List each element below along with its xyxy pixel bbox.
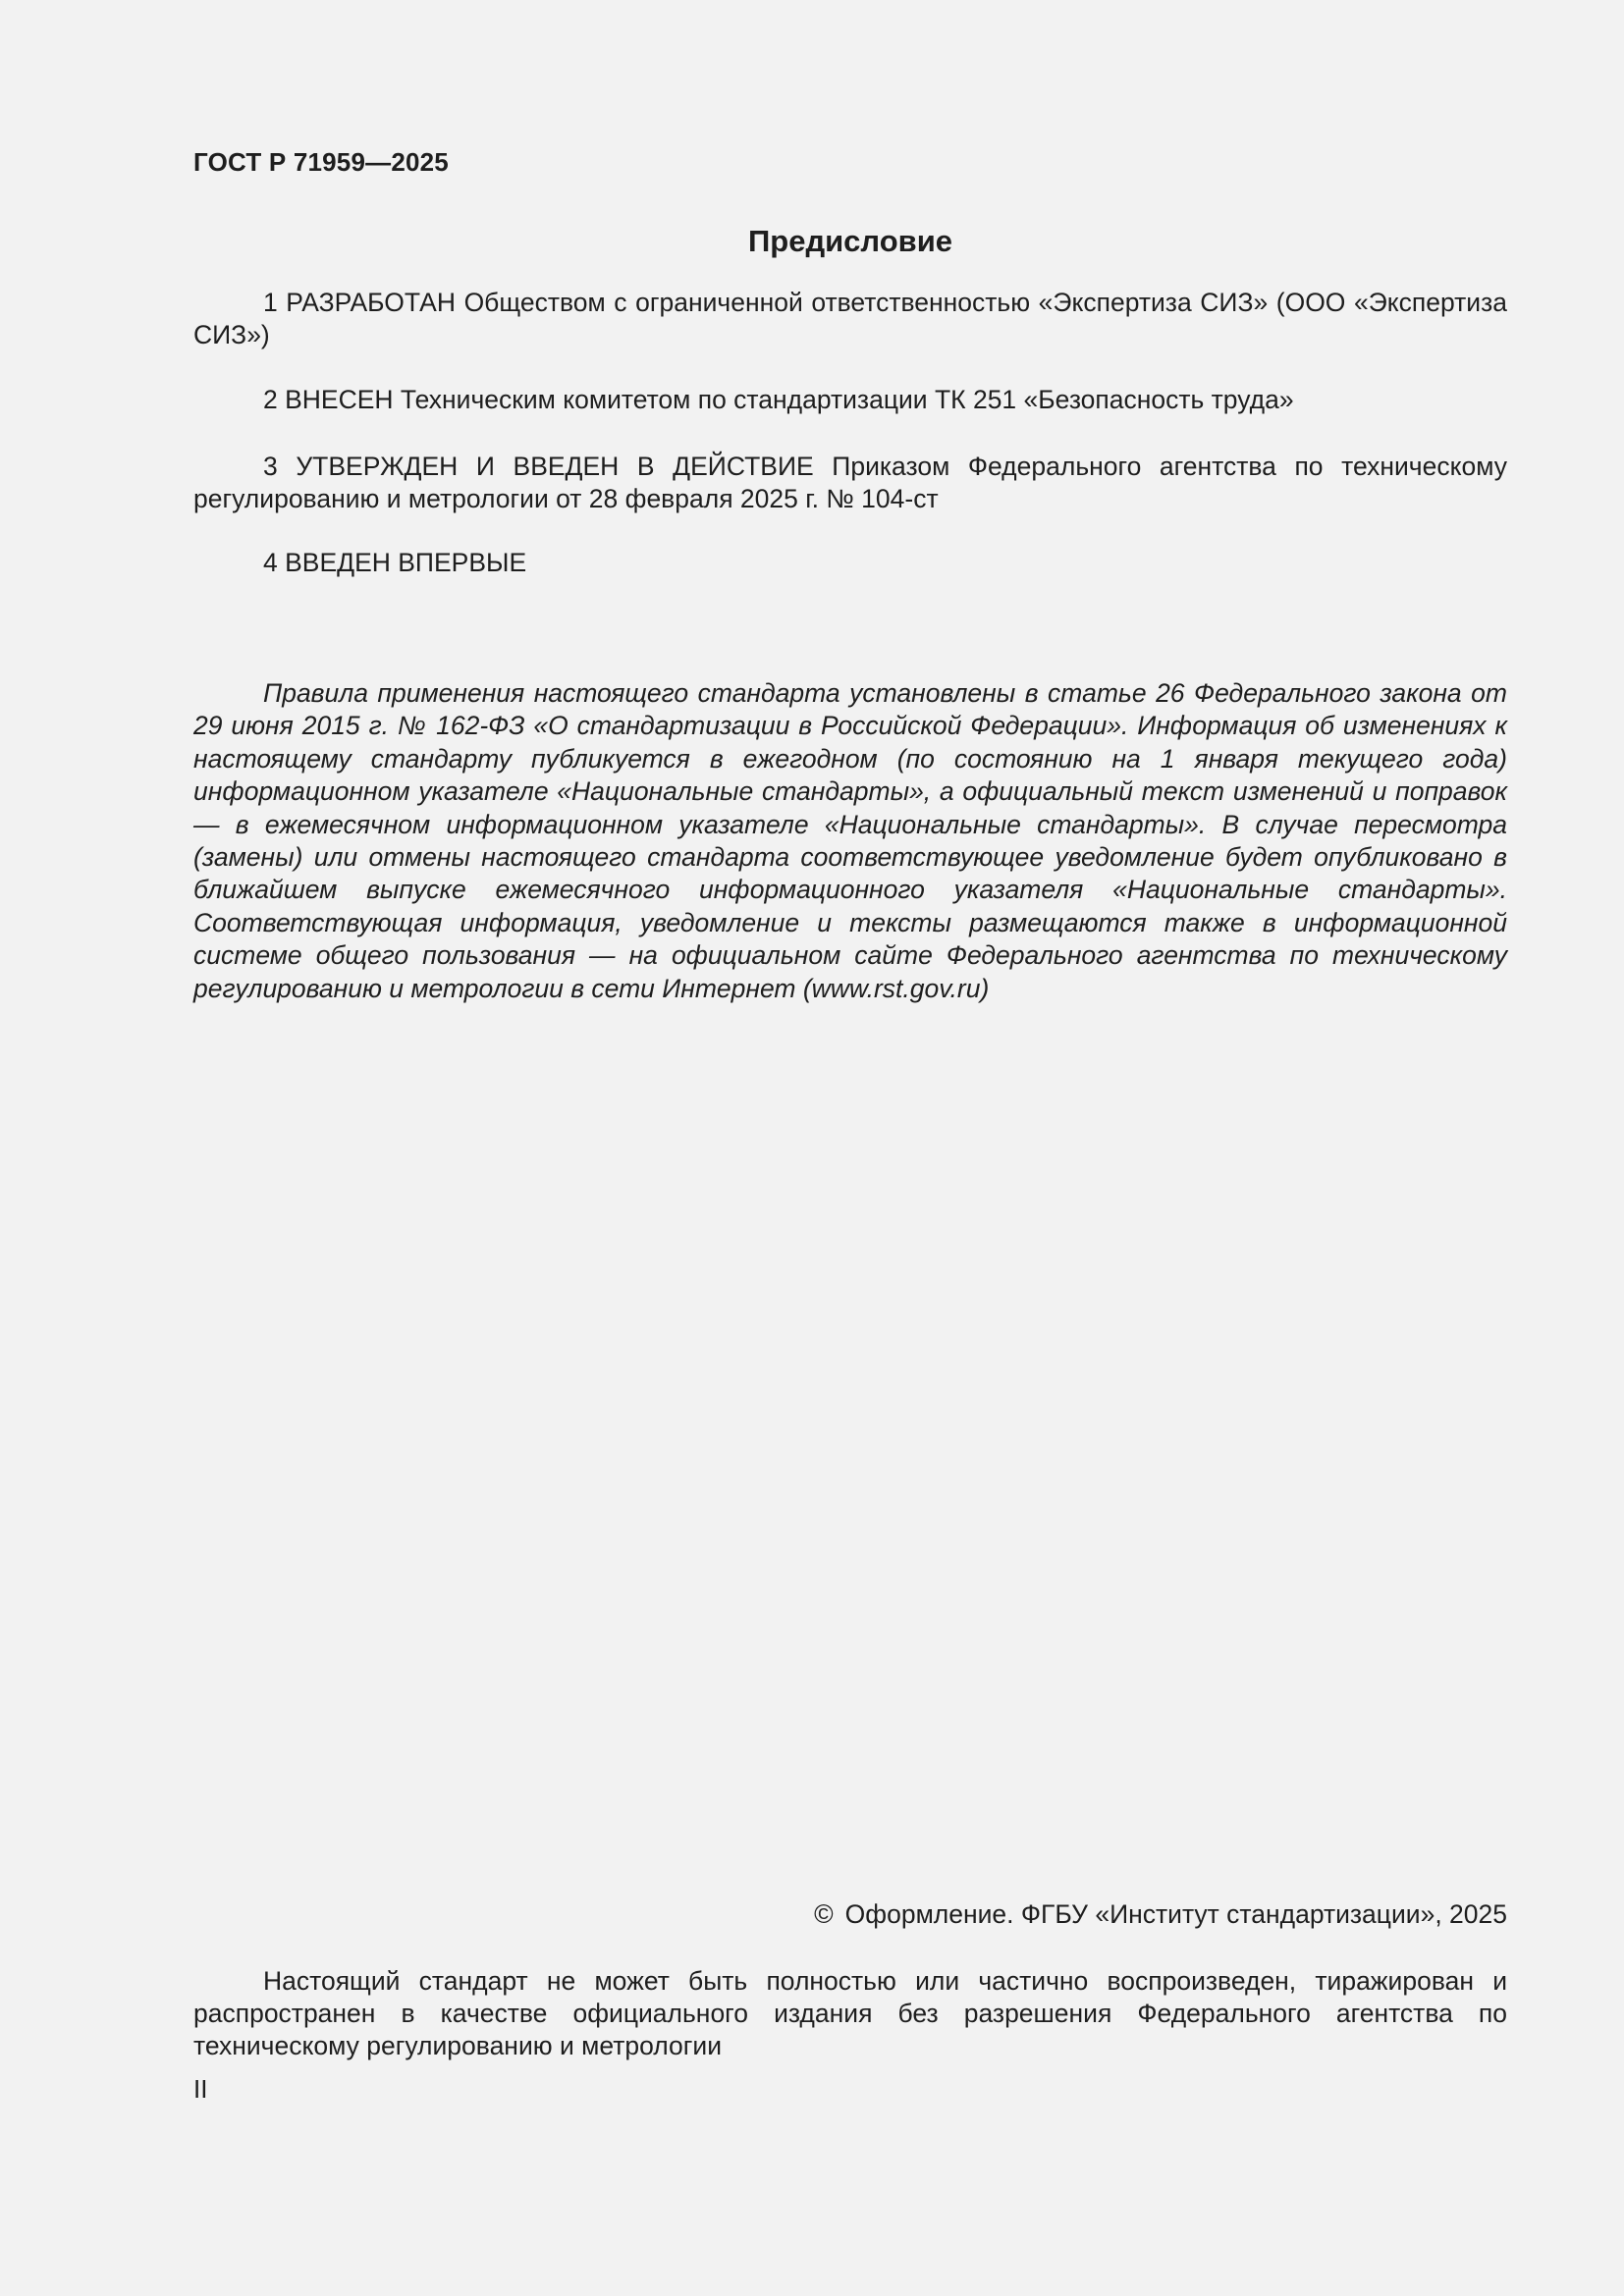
page-title: Предисловие	[747, 224, 952, 258]
copyright-icon: ©	[814, 1899, 834, 1929]
foreword-item-introduced: 2 ВНЕСЕН Техническим комитетом по стандартизации ТК 251 «Безопасность труда»	[263, 385, 1294, 414]
copyright-line	[814, 1899, 1507, 1930]
copyright-text: Оформление. ФГБУ «Институт стандартизации», 2025	[844, 1899, 1507, 1929]
reproduction-notice: Настоящий стандарт не может быть полностью или частично воспроизведен, тиражирован и распространен в качестве официального издания без разрешения Федерального агентства по техническому регулированию и метрологии	[193, 1966, 1507, 2060]
page-number: II	[193, 2074, 208, 2104]
foreword-item-first-introduced: 4 ВВЕДЕН ВПЕРВЫЕ	[263, 548, 527, 577]
foreword-item-developed: 1 РАЗРАБОТАН Обществом с ограниченной ответственностью «Экспертиза СИЗ» (ООО «Экспертиза СИЗ»)	[193, 288, 1507, 349]
foreword-item-approved: 3 УТВЕРЖДЕН И ВВЕДЕН В ДЕЙСТВИЕ Приказом Федерального агентства по техническому регулированию и метрологии от 28 февраля 2025 г. № 104-ст	[193, 452, 1507, 513]
application-rules-text: Правила применения настоящего стандарта установлены в статье 26 Федерального закона от 29 июня 2015 г. № 162-ФЗ «О стандартизации в Российской Федерации». Информация об изменениях к настоящему стандарту публикуется в ежегодном (по состоянию на 1 января текущего года) информационном указателе «Национальные стандарты», а официальный текст изменений и поправок — в ежемесячном информационном указателе «Национальные стандарты». В случае пересмотра (замены) или отмены настоящего стандарта соответствующее уведомление будет опубликовано в ближайшем выпуске ежемесячного информационного указателя «Национальные стандарты». Соответствующая информация, уведомление и тексты размещаются также в информационной системе общего пользования — на официальном сайте Федерального агентства по техническому регулированию и метрологии в сети Интернет (www.rst.gov.ru)	[193, 678, 1507, 1003]
document-identifier: ГОСТ Р 71959—2025	[193, 147, 449, 177]
